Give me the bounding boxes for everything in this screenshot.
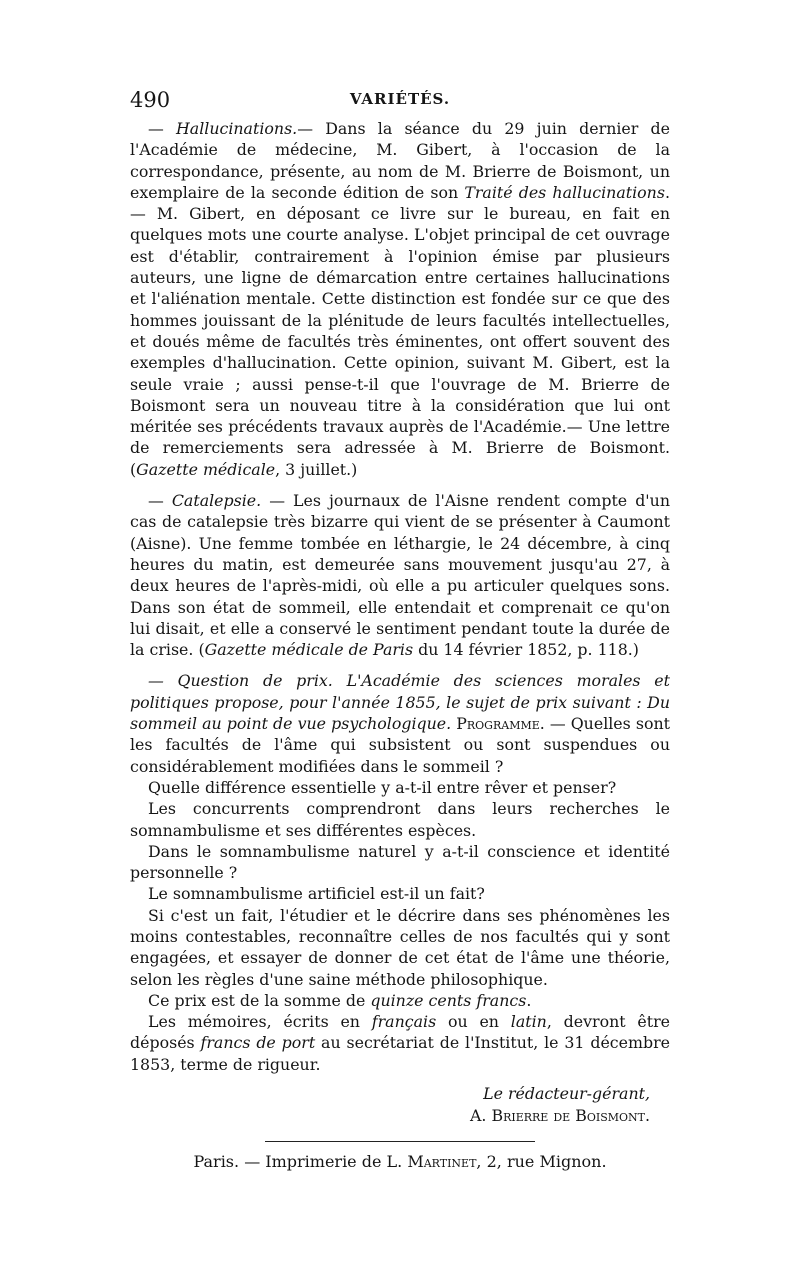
question-6: Si c'est un fait, l'étudier et le décrire dans ses phénomènes les moins contestables, reconnaître celles de nos facultés qui y sont engagées, et essayer de donner de cet état de l'âme une théorie, selon les règles d'une saine méthode philosophique. [130, 905, 670, 989]
paragraph-catalepsie: — Catalepsie. — Les journaux de l'Aisne rendent compte d'un cas de catalepsie très bizarre qui vient de se présenter à Caumont (Aisne). Une femme tombée en léthargie, le 24 décembre, à cinq heures du matin, est demeurée sans mouvement jusqu'au 27, à deux heures de l'après-midi, où elle a pu articuler quelques sons. Dans son état de sommeil, elle entendait et comprenait ce qu'on lui disait, et elle a conservé le sentiment pendant toute la durée de la crise. (Gazette médicale de Paris du 14 février 1852, p. 118.) [130, 491, 670, 660]
book-title: Traité des hallucinations [464, 182, 665, 202]
prize-amount-paragraph: Ce prix est de la somme de quinze cents francs. [148, 990, 532, 1010]
paragraph-hallucinations: — Hallucinations.— Dans la séance du 29 juin dernier de l'Académie de médecine, M. Gibert, à l'occasion de la correspondance, présente, au nom de M. Brierre de Boismont, un exemplaire de la seconde édition de son Traité des hallucinations. — M. Gibert, en déposant ce livre sur le bureau, en fait en quelques mots une courte analyse. L'objet principal de cet ouvrage est d'établir, contrairement à l'opinion émise par plusieurs auteurs, une ligne de démarcation entre certaines hallucinations et l'aliénation mentale. Cette distinction est fondée sur ce que des hommes jouissant de la plénitude de leurs facultés intellectuelles, et doués même de facultés très éminentes, ont offert souvent des exemples d'hallucination. Cette opinion, suivant M. Gibert, est la seule vraie ; aussi pense-t-il que l'ouvrage de M. Brierre de Boismont sera un nouveau titre à la considération que lui ont méritée ses précédents travaux auprès de l'Académie.— Une lettre de remerciements sera adressée à M. Brierre de Boismont. (Gazette médicale, 3 juillet.) [130, 119, 670, 479]
source-citation: Gazette médicale [136, 459, 276, 479]
programme-label: Programme. [456, 714, 545, 734]
page-number: 490 [130, 88, 171, 112]
section-title-hallucinations: Hallucinations. [176, 119, 298, 138]
question-4: Dans le somnambulisme naturel y a-t-il conscience et identité personnelle ? [130, 841, 670, 883]
memoir-paragraph: Les mémoires, écrits en français ou en latin, devront être déposés francs de port au secrétariat de l'Institut, le 31 décembre 1853, terme de rigueur. [130, 1012, 670, 1074]
signature-name: A. Brierre de Boismont. [470, 1106, 650, 1126]
running-title: VARIÉTÉS. [349, 90, 451, 108]
prize-amount: quinze cents francs [370, 990, 527, 1010]
imprint: Paris. — Imprimerie de L. Martinet, 2, rue Mignon. [193, 1152, 607, 1172]
page-header [130, 88, 670, 118]
question-5: Le somnambulisme artificiel est-il un fait? [148, 884, 485, 904]
section-title-catalepsie: Catalepsie. [171, 491, 262, 511]
prize-announcement: propose, pour l'année 1855, le sujet de prix suivant : Du sommeil au point de vue psychologique. [130, 692, 670, 734]
source-citation: Gazette médicale de Paris [204, 640, 414, 660]
paragraph-question-de-prix: — Question de prix. L'Académie des sciences morales et politiques propose, pour l'année 1855, le sujet de prix suivant : Du sommeil au point de vue psychologique. Programme. — Quelles sont les facultés de l'âme qui subsistent ou sont suspendues ou considérablement modifiées dans le sommeil ? [130, 671, 670, 776]
section-title-prix: — Question de prix. [148, 671, 333, 691]
question-2: Quelle différence essentielle y a-t-il entre rêver et penser? [148, 777, 617, 797]
signature-role: Le rédacteur-gérant, [483, 1084, 650, 1104]
academy-name: L'Académie des sciences morales et politiques [130, 671, 670, 712]
question-3: Les concurrents comprendront dans leurs recherches le somnambulisme et ses différentes espèces. [130, 799, 670, 840]
document-page [130, 88, 670, 1171]
divider [265, 1141, 535, 1142]
